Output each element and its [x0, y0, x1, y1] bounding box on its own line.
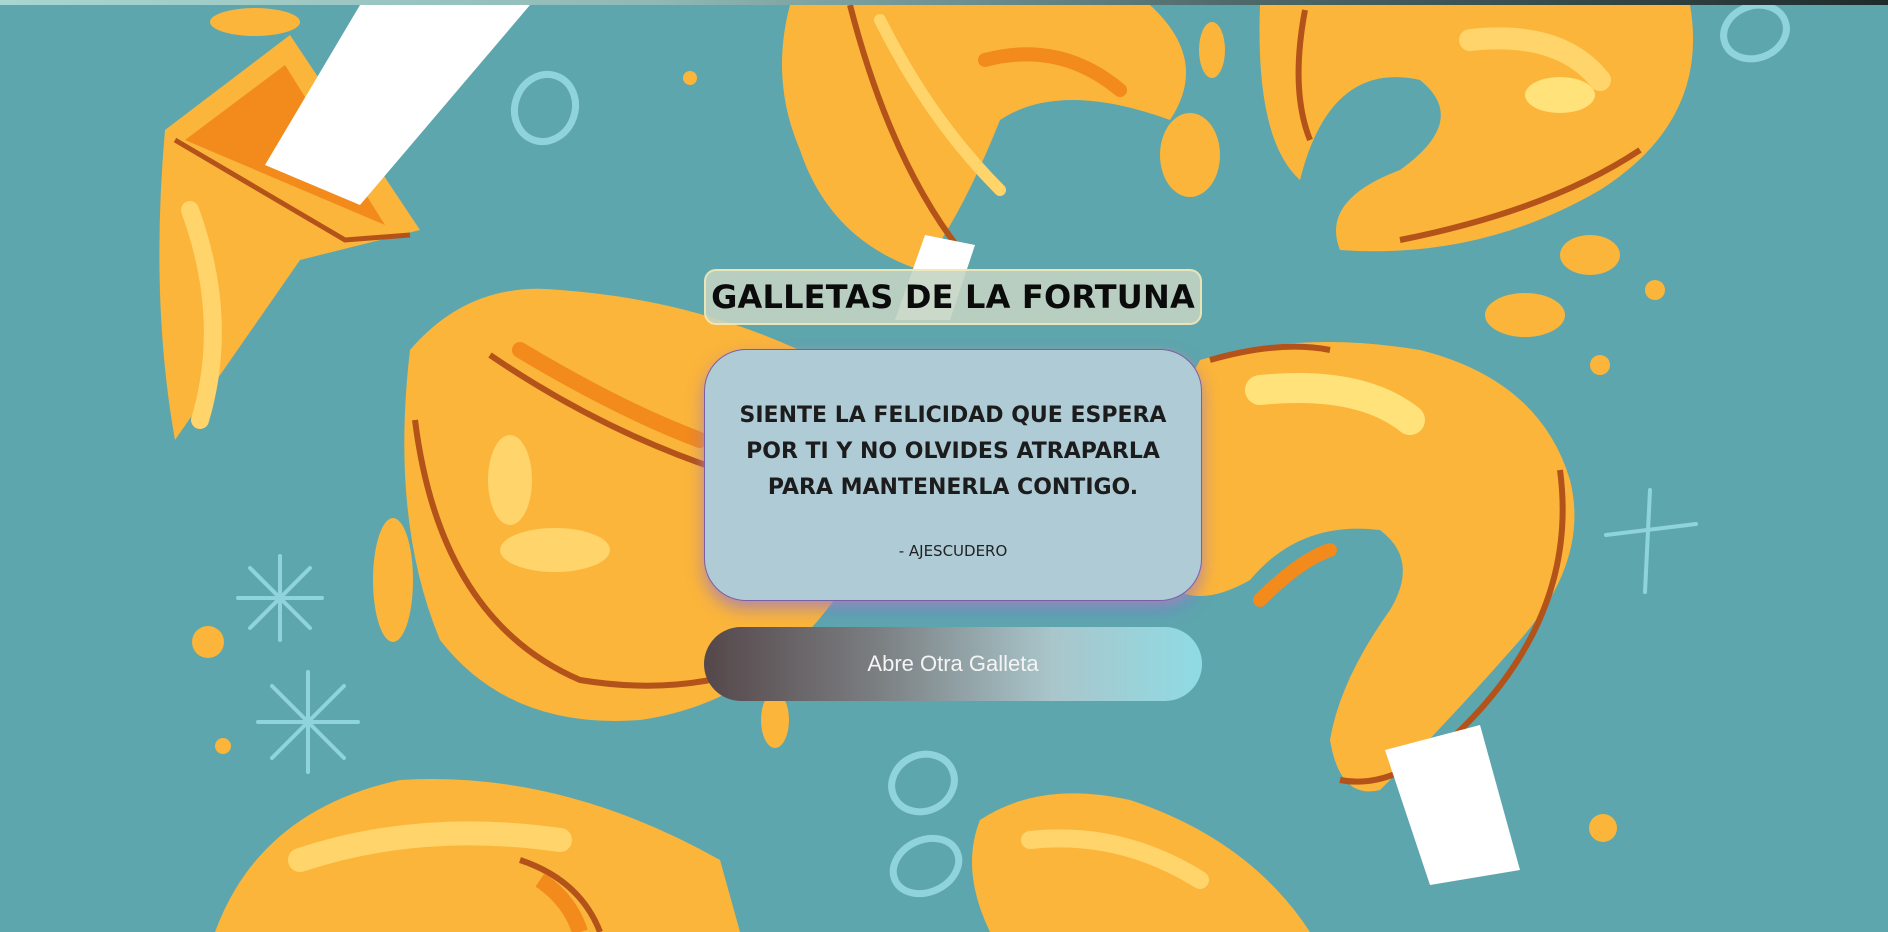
fortune-quote: SIENTE LA FELICIDAD QUE ESPERA POR TI Y NO OLVIDES ATRAPARLA PARA MANTENERLA CONTIGO.: [739, 403, 1167, 500]
open-another-cookie-button[interactable]: [704, 627, 1202, 701]
page-title: GALLETAS DE LA FORTUNA: [711, 278, 1195, 316]
open-another-cookie-label: Abre Otra Galleta: [867, 651, 1039, 676]
fortune-card: [704, 349, 1202, 601]
fortune-author: - AJESCUDERO: [898, 542, 1008, 560]
top-bar: [0, 0, 1888, 5]
title-box: [704, 269, 1202, 325]
